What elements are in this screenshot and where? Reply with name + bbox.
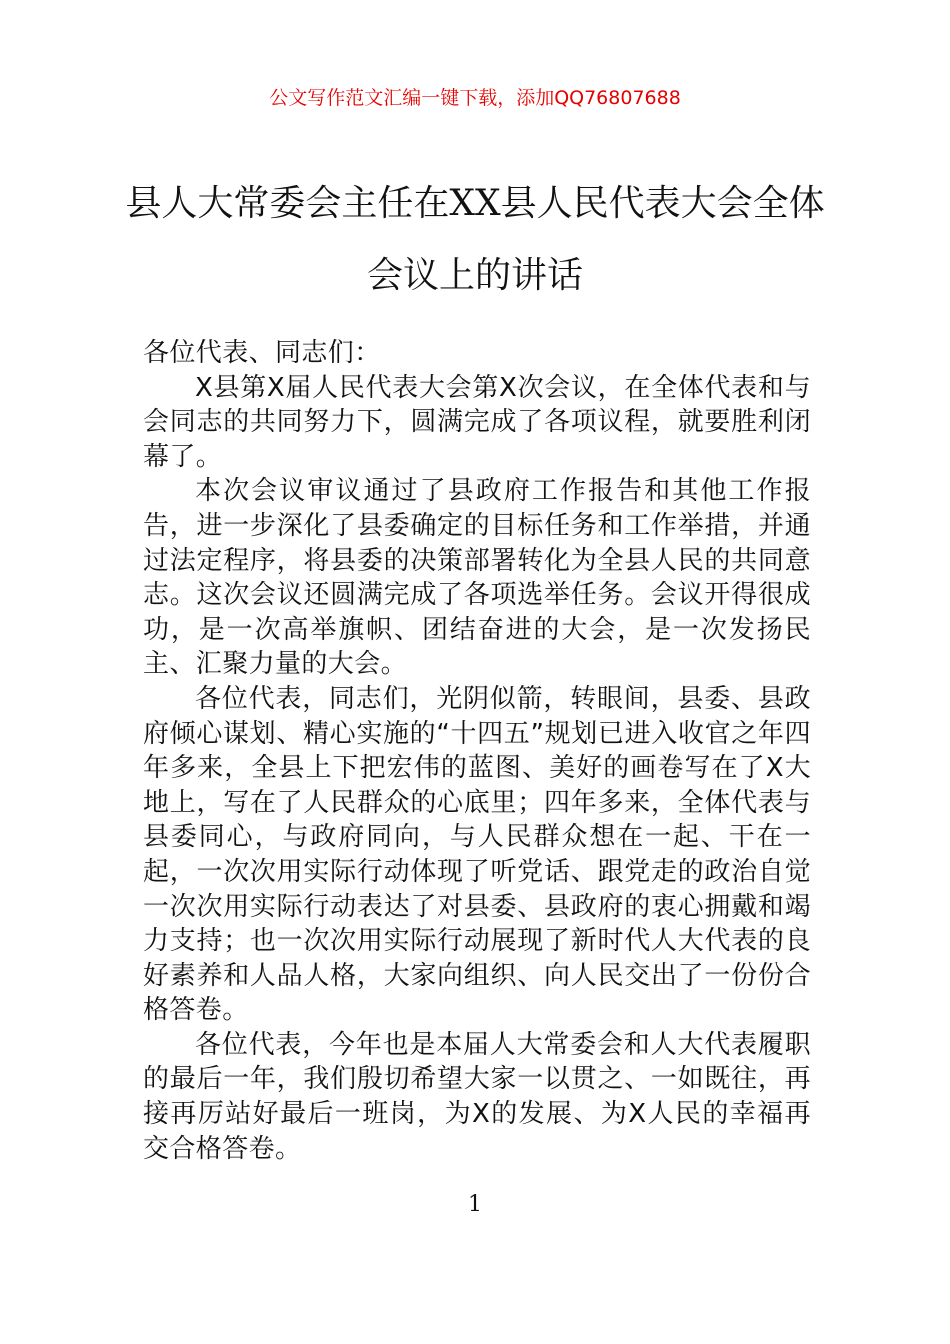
document-title: 县人大常委会主任在XX县人民代表大会全体会议上的讲话 <box>125 183 825 296</box>
salutation: 各位代表、同志们： <box>143 338 381 368</box>
paragraph: X县第X届人民代表大会第X次会议，在全体代表和与会同志的共同努力下，圆满完成了各项议程，就要胜利闭幕了。 <box>143 372 811 472</box>
paragraph: 各位代表，同志们，光阴似箭，转眼间，县委、县政府倾心谋划、精心实施的“十四五”规划已进入收官之年四年多来，全县上下把宏伟的蓝图、美好的画卷写在了X大地上，写在了人民群众的心底里；四年多来，全体代表与县委同心，与政府同向，与人民群众想在一起、干在一起，一次次用实际行动体现了听党话、跟党走的政治自觉一次次用实际行动表达了对县委、县政府的衷心拥戴和竭力支持；也一次次用实际行动展现了新时代人大代表的良好素养和人品人格，大家向组织、向人民交出了一份份合格答卷。 <box>143 683 811 1026</box>
paragraph: 本次会议审议通过了县政府工作报告和其他工作报告，进一步深化了县委确定的目标任务和工作举措，并通过法定程序，将县委的决策部署转化为全县人民的共同意志。这次会议还圆满完成了各项选举任务。会议开得很成功，是一次高举旗帜、团结奋进的大会，是一次发扬民主、汇聚力量的大会。 <box>143 476 811 680</box>
download-promo-note: 公文写作范文汇编一键下载，添加QQ76807688 <box>269 87 681 109</box>
document-body <box>143 336 811 1166</box>
page-number: 1 <box>468 1192 482 1217</box>
paragraph: 各位代表，今年也是本届人大常委会和人大代表履职的最后一年，我们殷切希望大家一以贯之、一如既往，再接再厉站好最后一班岗，为X的发展、为X人民的幸福再交合格答卷。 <box>143 1029 811 1164</box>
